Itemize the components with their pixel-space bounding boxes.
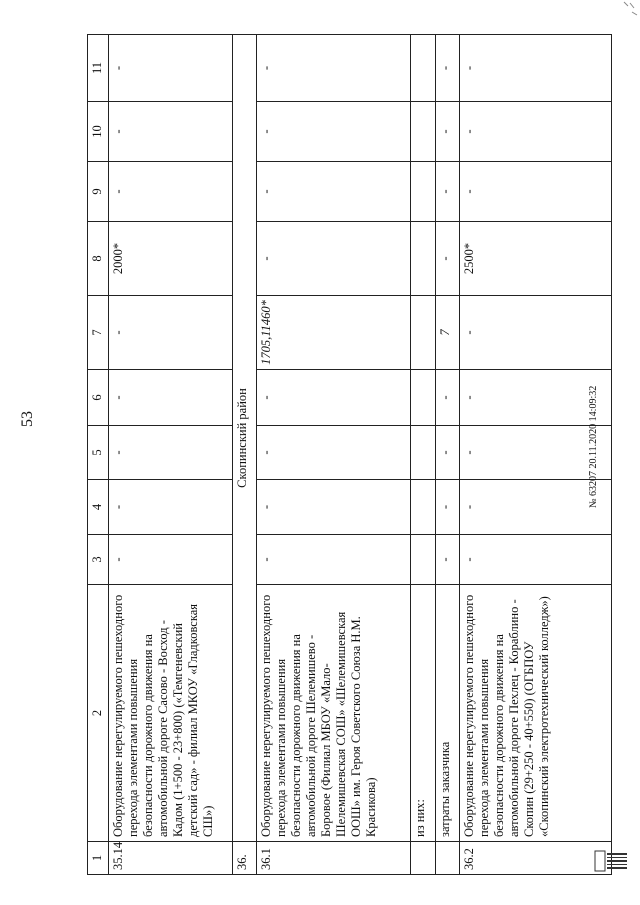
header-col-7: 7	[88, 296, 109, 370]
row-description: Оборудование нерегулируемого пешеходного перехода элементами повышения безопасности дорожного движения на автомобильной дороге Шелемишево - Боровое (Филиал МБОУ «Мало-Шелемишевская СОШ» «Шелемишевская ООШ» им. Героя Советского Союза Н.М. Красикова)	[257, 585, 411, 842]
cell-c6	[411, 370, 435, 426]
row-number: 35.14	[109, 842, 233, 875]
section-row	[232, 35, 256, 875]
header-col-11: 11	[88, 35, 109, 102]
cell-c5: -	[257, 426, 411, 480]
table-row	[109, 35, 233, 875]
cell-c5: -	[109, 426, 233, 480]
cell-c7: 7	[435, 296, 459, 370]
cell-c9: -	[435, 162, 459, 222]
section-title: Скопинский район	[232, 35, 256, 842]
cell-c6: -	[109, 370, 233, 426]
page-number: 53	[19, 411, 36, 427]
row-number: 36.1	[257, 842, 411, 875]
cell-c5	[411, 426, 435, 480]
cell-c10: -	[109, 102, 233, 162]
cell-c4: -	[257, 480, 411, 535]
header-col-4: 4	[88, 480, 109, 535]
header-col-9: 9	[88, 162, 109, 222]
cell-c6: -	[459, 370, 611, 426]
cell-c3: -	[109, 535, 233, 585]
cell-c7: 1705,11460*	[257, 296, 411, 370]
table-row	[411, 35, 435, 875]
cell-c4	[411, 480, 435, 535]
row-number: 36.2	[459, 842, 611, 875]
cell-c4: -	[109, 480, 233, 535]
scan-mark-icon	[620, 0, 640, 20]
cell-c9	[411, 162, 435, 222]
row-description: Оборудование нерегулируемого пешеходного перехода элементами повышения безопасности дорожного движения на автомобильной дороге Сасово - Восход - Кадом (1+500 - 23+800) («Темгеневский детский сад» - филиал МКОУ «Гладковская СШ»)	[109, 585, 233, 842]
table-header-row	[88, 35, 109, 875]
cell-c3: -	[435, 535, 459, 585]
cell-c9: -	[257, 162, 411, 222]
cell-c9: -	[109, 162, 233, 222]
cell-c11: -	[435, 35, 459, 102]
cell-c7: -	[109, 296, 233, 370]
table-row	[435, 35, 459, 875]
header-col-1: 1	[88, 842, 109, 875]
table-row	[257, 35, 411, 875]
row-number	[435, 842, 459, 875]
cell-c7: -	[459, 296, 611, 370]
cell-c10: -	[435, 102, 459, 162]
cell-c4: -	[435, 480, 459, 535]
document-registration-stamp: № 63207 20.11.2020 14:09:32	[588, 385, 599, 508]
cell-c8: -	[257, 222, 411, 296]
cell-c8: 2000*	[109, 222, 233, 296]
rotated-table-container	[87, 35, 612, 875]
cell-c11	[411, 35, 435, 102]
cell-c10: -	[459, 102, 611, 162]
row-description: затраты заказчика	[435, 585, 459, 842]
cell-c8: -	[435, 222, 459, 296]
row-number: 36.	[232, 842, 256, 875]
cell-c10	[411, 102, 435, 162]
cell-c10: -	[257, 102, 411, 162]
row-description: из них:	[411, 585, 435, 842]
header-col-5: 5	[88, 426, 109, 480]
cell-c7	[411, 296, 435, 370]
header-col-3: 3	[88, 535, 109, 585]
cell-c11: -	[459, 35, 611, 102]
cell-c5: -	[459, 426, 611, 480]
barcode-stamp-icon	[591, 849, 633, 873]
header-col-10: 10	[88, 102, 109, 162]
cell-c5: -	[435, 426, 459, 480]
cell-c8: 2500*	[459, 222, 611, 296]
cell-c3	[411, 535, 435, 585]
header-col-8: 8	[88, 222, 109, 296]
cell-c6: -	[257, 370, 411, 426]
cell-c11: -	[109, 35, 233, 102]
row-description: Оборудование нерегулируемого пешеходного перехода элементами повышения безопасности дорожного движения на автомобильной дороге Пехлец - Кораблино - Скопин (29+250 - 40+550) (ОГБПОУ «Скопинский электротехнический колледж»)	[459, 585, 611, 842]
cell-c4: -	[459, 480, 611, 535]
cell-c6: -	[435, 370, 459, 426]
cell-c9: -	[459, 162, 611, 222]
row-number	[411, 842, 435, 875]
cell-c11: -	[257, 35, 411, 102]
cell-c3: -	[257, 535, 411, 585]
cell-c3: -	[459, 535, 611, 585]
cell-c8	[411, 222, 435, 296]
header-col-2: 2	[88, 585, 109, 842]
header-col-6: 6	[88, 370, 109, 426]
data-table	[87, 34, 612, 875]
